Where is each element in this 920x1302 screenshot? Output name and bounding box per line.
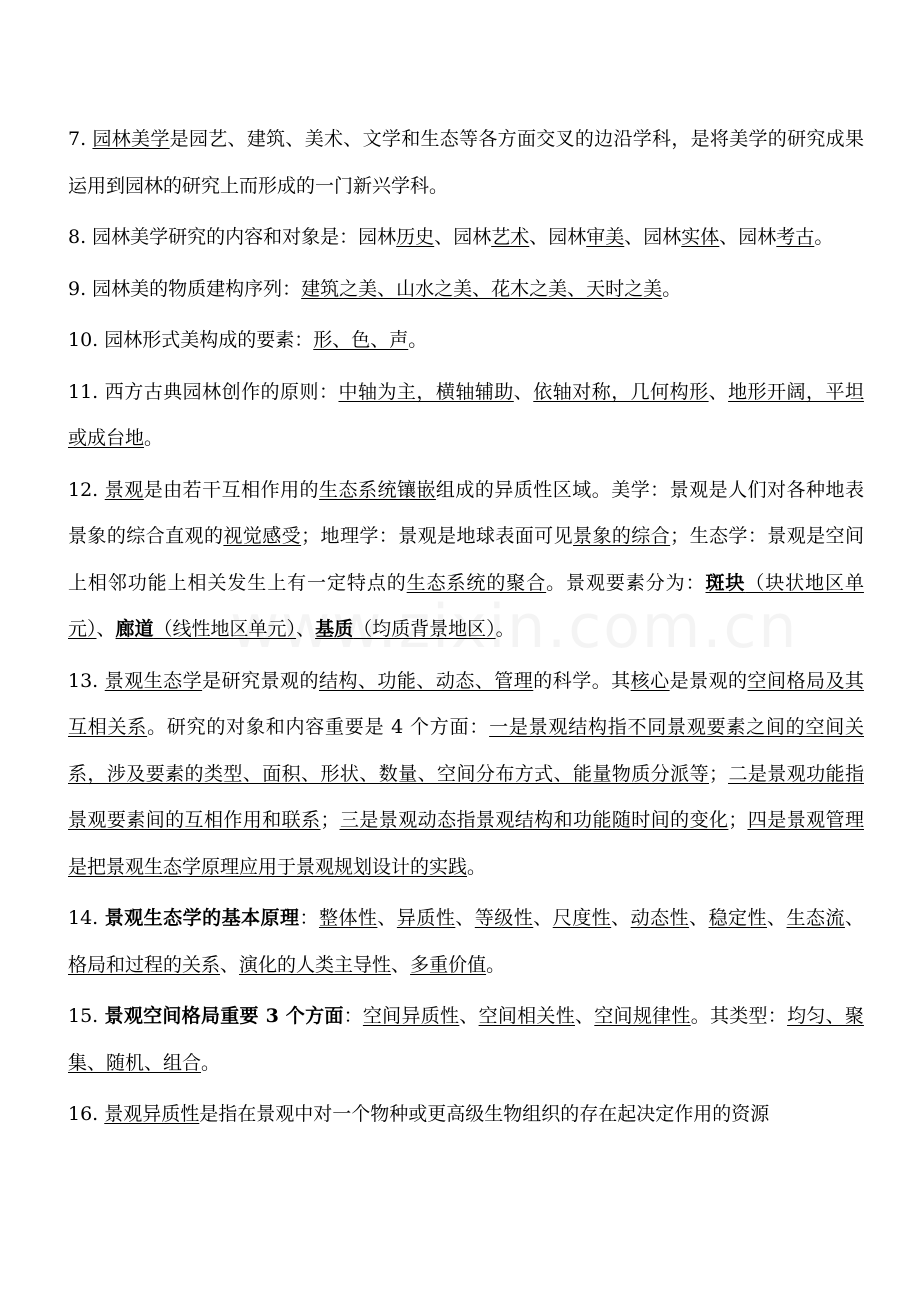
underlined-term: 核心 bbox=[630, 669, 670, 692]
underlined-term: 多重价值 bbox=[410, 953, 487, 976]
text-run: 、 bbox=[296, 618, 316, 640]
text-run: 12. bbox=[68, 478, 105, 501]
text-run: 11. 西方古典园林创作的原则： bbox=[68, 380, 339, 403]
text-run: 13. bbox=[68, 669, 105, 692]
underlined-term: 艺术 bbox=[491, 226, 530, 248]
underlined-term: 等级性 bbox=[474, 907, 534, 929]
paragraph bbox=[68, 1091, 864, 1138]
underlined-term: 格局和过程的关系 bbox=[68, 953, 221, 976]
underlined-term: 空间格局及其互相关系 bbox=[68, 669, 864, 738]
text-run: 16. bbox=[68, 1103, 105, 1125]
text-run: 是园艺、建筑、美术、文学和生态等各方面交叉的边沿学科，是将美学的研究成果运用到园林的研究上而形成的一门新兴学科。 bbox=[68, 128, 864, 197]
underlined-term: 地形开阔，平坦或成台地 bbox=[68, 380, 864, 449]
text-run: 的科学。其 bbox=[533, 669, 631, 692]
text-run: 、 bbox=[513, 380, 534, 403]
underlined-term: 二是景观功能指景观要素间的互相作用和联系 bbox=[68, 762, 864, 831]
text-run: ： bbox=[343, 1005, 363, 1027]
underlined-term: 历史 bbox=[396, 226, 435, 248]
underlined-term: 建筑之美、山水之美、花木之美、天时之美 bbox=[301, 277, 663, 300]
text-run: 是指在景观中对一个物种或更高级生物组织的存在起决定作用的资源 bbox=[199, 1103, 770, 1125]
underlined-term: 异质性 bbox=[396, 907, 456, 929]
underlined-term: 视觉感受 bbox=[223, 525, 302, 547]
underlined-term: 景观异质性 bbox=[104, 1103, 200, 1125]
text-run: 。其类型： bbox=[690, 1005, 788, 1027]
underlined-term: 空间相关性 bbox=[478, 1005, 575, 1027]
text-run: 。研究的对象和内容重要是 4 个方面： bbox=[147, 716, 490, 738]
underlined-term: 中轴为主，横轴辅助 bbox=[338, 380, 514, 403]
underlined-term: 实体 bbox=[681, 226, 720, 248]
text-run: ； bbox=[320, 809, 340, 831]
underlined-term: 尺度性 bbox=[552, 907, 612, 929]
text-run: 、 bbox=[575, 1005, 595, 1027]
text-run: 是研究景观的 bbox=[202, 669, 319, 692]
underlined-term: 形、色、声 bbox=[313, 329, 409, 351]
underlined-term: 四是景观管理是把景观生态学原理应用于景观规划设计的实践 bbox=[68, 809, 864, 878]
paragraph bbox=[68, 214, 864, 261]
underlined-term: 稳定性 bbox=[708, 907, 768, 929]
underlined-term: 斑块 bbox=[705, 571, 746, 594]
text-run: 是由若干互相作用的 bbox=[143, 478, 320, 501]
underlined-term: 生态系统镶嵌 bbox=[319, 478, 436, 501]
text-run: 。 bbox=[486, 953, 506, 976]
text-run: 、 bbox=[459, 1005, 479, 1027]
underlined-term: 廊道 bbox=[115, 618, 154, 640]
text-run: 8. 园林美学研究的内容和对象是：园林 bbox=[68, 226, 397, 248]
underlined-term: 一是景观结构指不同景观要素之间的空间关系，涉及要素的类型、面积、形状、数量、空间分布方式、能量物质分派等 bbox=[68, 716, 864, 785]
underlined-term: （线性地区单元） bbox=[153, 618, 297, 640]
underlined-term: 三是景观动态指景观结构和功能随时间的变化 bbox=[339, 809, 729, 831]
underlined-term: 基质 bbox=[315, 618, 354, 640]
text-run: 7. bbox=[68, 128, 93, 150]
bold-term: 景观生态学的基本原理 bbox=[104, 907, 300, 929]
document-body bbox=[68, 116, 864, 1143]
text-run: ： bbox=[299, 907, 319, 929]
paragraph bbox=[68, 658, 864, 891]
text-run: 、 bbox=[533, 907, 553, 929]
paragraph bbox=[68, 317, 864, 364]
text-run: 15. bbox=[68, 1005, 105, 1027]
underlined-term: 演化的人类主导性 bbox=[239, 953, 392, 976]
text-run: 。 bbox=[201, 1051, 221, 1074]
underlined-term: （块状地区单元） bbox=[68, 571, 864, 640]
text-run: ；地理学：景观是地球表面可见 bbox=[301, 525, 574, 547]
underlined-term: 景观 bbox=[104, 478, 144, 501]
underlined-term: 景象的综合 bbox=[573, 525, 671, 547]
paragraph bbox=[68, 266, 864, 313]
text-run: 、 bbox=[611, 907, 631, 929]
text-run: 。 bbox=[495, 618, 515, 640]
text-run: 9. 园林美的物质建构序列： bbox=[68, 277, 302, 300]
text-run: 、 bbox=[767, 907, 787, 929]
underlined-term: 依轴对称，几何构形 bbox=[533, 380, 709, 403]
underlined-term: 生态流 bbox=[786, 907, 845, 929]
text-run: 、 bbox=[391, 953, 411, 976]
text-run: 。景观要素分为： bbox=[546, 571, 706, 594]
text-run: ； bbox=[709, 762, 729, 785]
underlined-term: 均匀、聚集、随机、组合 bbox=[68, 1005, 864, 1074]
paragraph bbox=[68, 116, 864, 209]
paragraph bbox=[68, 467, 864, 653]
underlined-term: 审美 bbox=[586, 226, 625, 248]
text-run: 。 bbox=[144, 427, 164, 449]
text-run: 、园林 bbox=[434, 226, 492, 248]
bold-term: 景观空间格局重要 3 个方面 bbox=[104, 1005, 344, 1027]
text-run: 、 bbox=[220, 953, 240, 976]
underlined-term: 整体性 bbox=[318, 907, 378, 929]
underlined-term: 动态性 bbox=[630, 907, 690, 929]
underlined-term: 考古 bbox=[776, 226, 815, 248]
paragraph bbox=[68, 993, 864, 1086]
text-run: 10. 园林形式美构成的要素： bbox=[68, 329, 314, 351]
text-run: 。 bbox=[408, 329, 428, 351]
underlined-term: 园林美学 bbox=[92, 128, 170, 150]
text-run: 、 bbox=[377, 907, 397, 929]
paragraph bbox=[68, 895, 864, 988]
text-run: 。 bbox=[814, 226, 834, 248]
text-run: 、园林 bbox=[719, 226, 777, 248]
text-run: 组成的异质性区域。美学：景观是人们对各种地表景象的综合直观的 bbox=[68, 478, 864, 547]
underlined-term: 空间规律性 bbox=[594, 1005, 691, 1027]
text-run: ； bbox=[728, 809, 748, 831]
text-run: 、 bbox=[455, 907, 475, 929]
text-run: 、 bbox=[96, 618, 116, 640]
text-run: 、 bbox=[689, 907, 709, 929]
text-run: 。 bbox=[662, 277, 682, 300]
text-run: 14. bbox=[68, 907, 105, 929]
text-run: 。 bbox=[467, 855, 487, 878]
paragraph bbox=[68, 369, 864, 462]
underlined-term: 结构、功能、动态、管理 bbox=[319, 669, 534, 692]
underlined-term: 生态系统的聚合 bbox=[406, 571, 547, 594]
text-run: 、园林 bbox=[529, 226, 587, 248]
text-run: 、 bbox=[708, 380, 729, 403]
text-run: 是景观的 bbox=[669, 669, 748, 692]
text-run: 、 bbox=[844, 907, 864, 929]
text-run: ；生态学：景观是空间上相邻功能上相关发生上有一定特点的 bbox=[68, 525, 864, 594]
underlined-term: 景观生态学 bbox=[104, 669, 203, 692]
underlined-term: 空间异质性 bbox=[362, 1005, 460, 1027]
underlined-term: （均质背景地区） bbox=[353, 618, 496, 640]
text-run: 、园林 bbox=[624, 226, 682, 248]
